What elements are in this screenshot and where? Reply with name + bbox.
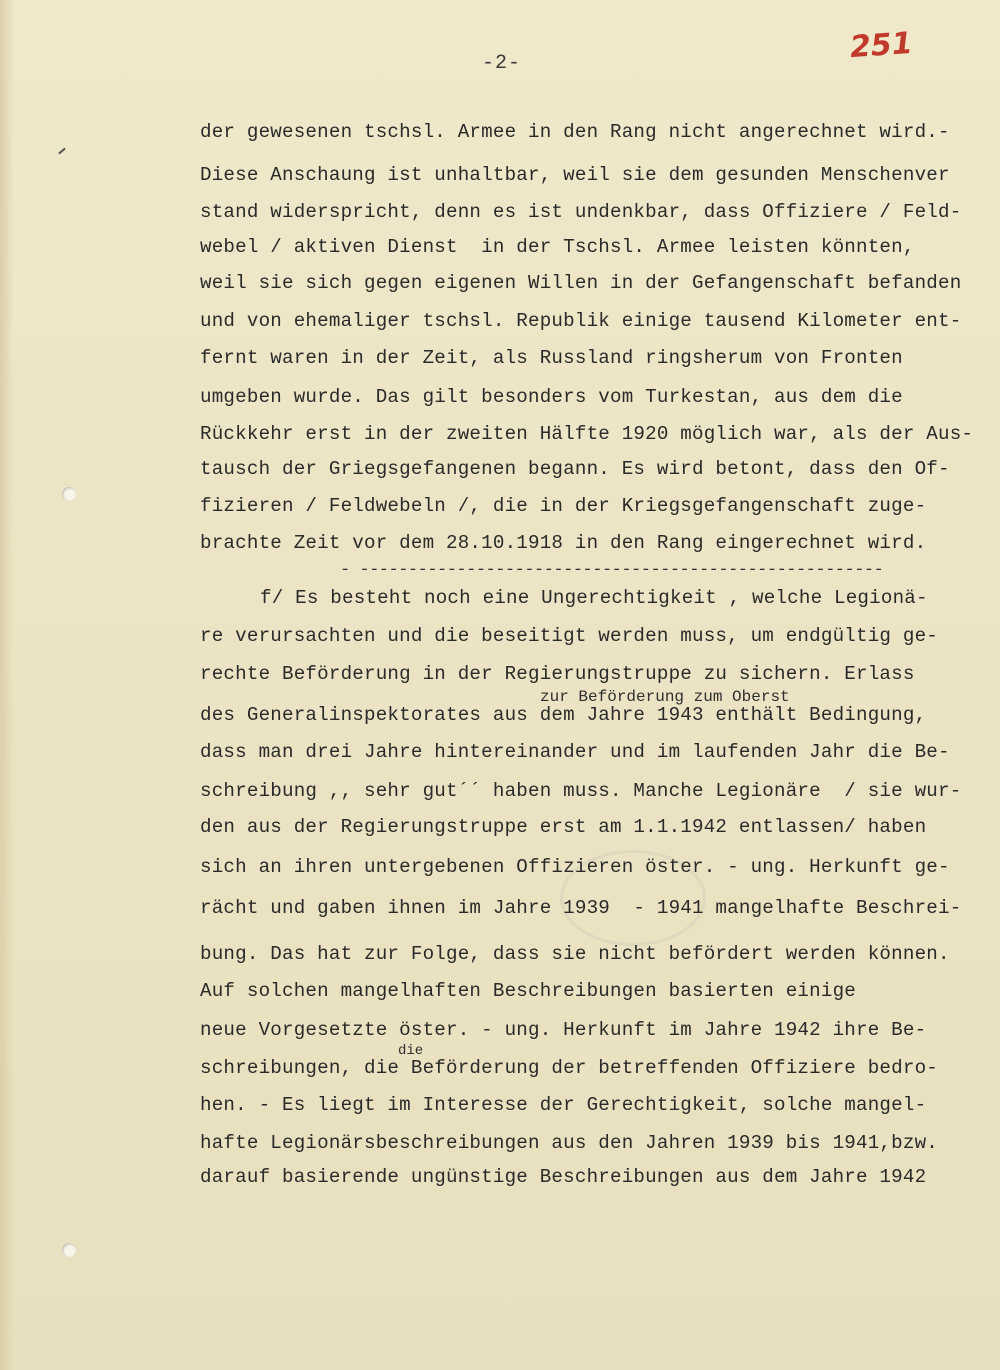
separator-dashes: - ------------------------------------------------------ bbox=[340, 561, 884, 580]
text-line: darauf basierende ungünstige Beschreibungen aus dem Jahre 1942 bbox=[200, 1166, 927, 1188]
text-line: re verursachten und die beseitigt werden muss, um endgültig ge- bbox=[200, 625, 939, 647]
text-line: Rückkehr erst in der zweiten Hälfte 1920 möglich war, als der Aus- bbox=[200, 423, 974, 445]
text-line: umgeben wurde. Das gilt besonders vom Turkestan, aus dem die bbox=[200, 386, 903, 408]
text-line: schreibung ,, sehr gut´´ haben muss. Manche Legionäre / sie wur- bbox=[200, 780, 962, 802]
text-line: f/ Es besteht noch eine Ungerechtigkeit , welche Legionä- bbox=[260, 587, 928, 609]
text-line: weil sie sich gegen eigenen Willen in der Gefangenschaft befanden bbox=[200, 272, 962, 294]
text-line: sich an ihren untergebenen Offizieren öster. - ung. Herkunft ge- bbox=[200, 856, 950, 878]
interlinear-insertion: die bbox=[398, 1043, 424, 1059]
paper-edge bbox=[0, 0, 14, 1370]
text-line: der gewesenen tschsl. Armee in den Rang nicht angerechnet wird.- bbox=[200, 121, 950, 143]
text-line: rechte Beförderung in der Regierungstruppe zu sichern. Erlass bbox=[200, 663, 915, 685]
text-line: hen. - Es liegt im Interesse der Gerechtigkeit, solche mangel- bbox=[200, 1094, 927, 1116]
margin-mark bbox=[58, 148, 65, 155]
text-line: fernt waren in der Zeit, als Russland ringsherum von Fronten bbox=[200, 347, 903, 369]
text-line: brachte Zeit vor dem 28.10.1918 in den Rang eingerechnet wird. bbox=[200, 532, 927, 554]
interlinear-insertion: zur Beförderung zum Oberst bbox=[540, 688, 790, 706]
text-line: fizieren / Feldwebeln /, die in der Kriegsgefangenschaft zuge- bbox=[200, 495, 927, 517]
text-line: neue Vorgesetzte öster. - ung. Herkunft im Jahre 1942 ihre Be- bbox=[200, 1019, 927, 1041]
text-line: schreibungen, die Beförderung der betreffenden Offiziere bedro- bbox=[200, 1057, 939, 1079]
text-line: hafte Legionärsbeschreibungen aus den Jahren 1939 bis 1941,bzw. bbox=[200, 1132, 939, 1154]
text-line: dass man drei Jahre hintereinander und im laufenden Jahr die Be- bbox=[200, 741, 950, 763]
text-line: tausch der Griegsgefangenen begann. Es wird betont, dass den Of- bbox=[200, 458, 950, 480]
page-number: -2- bbox=[482, 52, 522, 75]
text-line: webel / aktiven Dienst in der Tschsl. Armee leisten könnten, bbox=[200, 236, 915, 258]
folio-number: 251 bbox=[848, 25, 914, 66]
text-line: bung. Das hat zur Folge, dass sie nicht befördert werden können. bbox=[200, 943, 950, 965]
punch-hole bbox=[62, 487, 76, 501]
text-line: rächt und gaben ihnen im Jahre 1939 - 1941 mangelhafte Beschrei- bbox=[200, 897, 962, 919]
text-line: stand widerspricht, denn es ist undenkbar, dass Offiziere / Feld- bbox=[200, 201, 962, 223]
text-line: des Generalinspektorates aus dem Jahre 1943 enthält Bedingung, bbox=[200, 704, 927, 726]
text-line: Diese Anschaung ist unhaltbar, weil sie dem gesunden Menschenver bbox=[200, 164, 950, 186]
text-line: den aus der Regierungstruppe erst am 1.1.1942 entlassen/ haben bbox=[200, 816, 927, 838]
text-line: Auf solchen mangelhaften Beschreibungen basierten einige bbox=[200, 980, 857, 1002]
text-line: und von ehemaliger tschsl. Republik einige tausend Kilometer ent- bbox=[200, 310, 962, 332]
punch-hole bbox=[62, 1243, 76, 1257]
